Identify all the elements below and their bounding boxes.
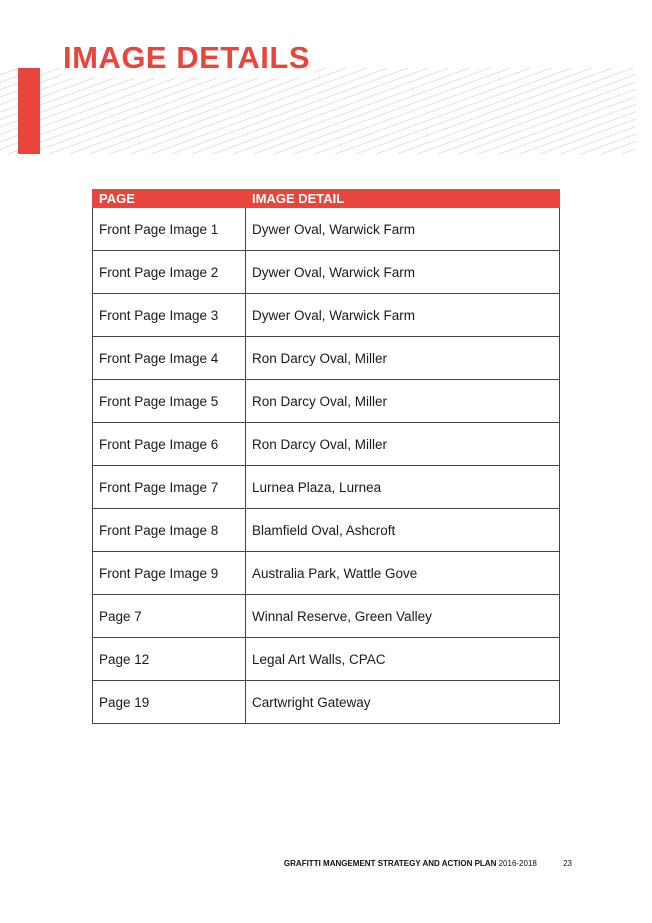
table-header-row (93, 190, 560, 208)
cell-image-detail: Ron Darcy Oval, Miller (246, 380, 560, 423)
table-row (93, 466, 560, 509)
header-hatched-band (0, 68, 636, 154)
cell-image-detail: Winnal Reserve, Green Valley (246, 595, 560, 638)
table-row (93, 681, 560, 724)
image-details-table (92, 189, 560, 724)
footer-page-number: 23 (563, 859, 572, 868)
table-row (93, 509, 560, 552)
column-header-page: PAGE (93, 190, 246, 208)
cell-image-detail: Ron Darcy Oval, Miller (246, 423, 560, 466)
cell-image-detail: Dywer Oval, Warwick Farm (246, 294, 560, 337)
cell-page: Front Page Image 3 (93, 294, 246, 337)
page-title: IMAGE DETAILS (63, 38, 314, 78)
cell-image-detail: Lurnea Plaza, Lurnea (246, 466, 560, 509)
page-footer (284, 859, 572, 868)
column-header-image-detail: IMAGE DETAIL (246, 190, 560, 208)
cell-page: Front Page Image 2 (93, 251, 246, 294)
cell-page: Front Page Image 9 (93, 552, 246, 595)
cell-image-detail: Dywer Oval, Warwick Farm (246, 208, 560, 251)
cell-image-detail: Blamfield Oval, Ashcroft (246, 509, 560, 552)
cell-page: Front Page Image 1 (93, 208, 246, 251)
cell-page: Page 19 (93, 681, 246, 724)
table-row (93, 208, 560, 251)
table-row (93, 380, 560, 423)
table-row (93, 251, 560, 294)
footer-years: 2016-2018 (498, 859, 537, 868)
cell-page: Front Page Image 4 (93, 337, 246, 380)
cell-image-detail: Dywer Oval, Warwick Farm (246, 251, 560, 294)
table-row (93, 294, 560, 337)
header-accent-bar (18, 68, 40, 154)
table-row (93, 337, 560, 380)
cell-image-detail: Ron Darcy Oval, Miller (246, 337, 560, 380)
cell-image-detail: Legal Art Walls, CPAC (246, 638, 560, 681)
table-row (93, 638, 560, 681)
cell-page: Front Page Image 7 (93, 466, 246, 509)
cell-page: Page 12 (93, 638, 246, 681)
cell-page: Front Page Image 5 (93, 380, 246, 423)
cell-page: Front Page Image 6 (93, 423, 246, 466)
cell-image-detail: Cartwright Gateway (246, 681, 560, 724)
table-row (93, 552, 560, 595)
cell-page: Front Page Image 8 (93, 509, 246, 552)
footer-document-title: GRAFITTI MANGEMENT STRATEGY AND ACTION PLAN (283, 859, 497, 868)
cell-image-detail: Australia Park, Wattle Gove (246, 552, 560, 595)
table-row (93, 423, 560, 466)
table-row (93, 595, 560, 638)
cell-page: Page 7 (93, 595, 246, 638)
